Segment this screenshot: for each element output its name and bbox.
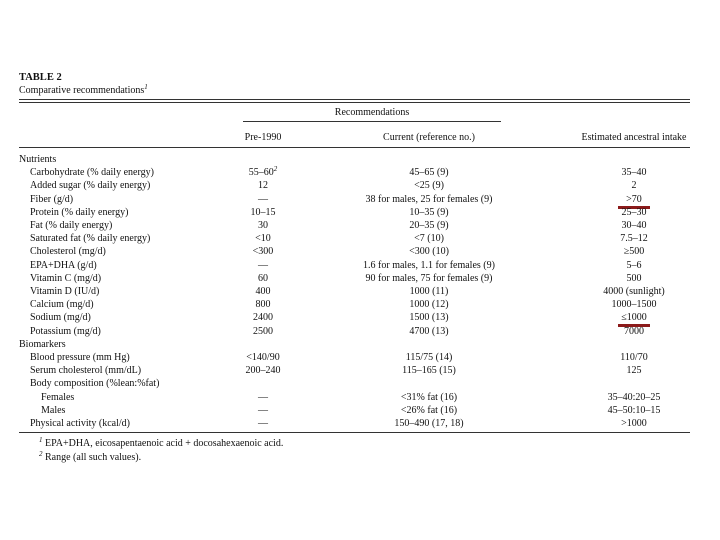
cell-current: 1000 (12) [409, 299, 449, 311]
cell-ancestral: 125 [626, 365, 642, 377]
top-rule-1 [19, 99, 690, 100]
cell-current: <25 (9) [414, 180, 444, 192]
row-label: Serum cholesterol (mm/dL) [30, 365, 142, 377]
cell-current: 4700 (13) [409, 325, 449, 337]
row-label: Added sugar (% daily energy) [30, 180, 151, 192]
column-header-ancestral: Estimated ancestral intake [581, 132, 687, 143]
cell-ancestral: 5–6 [626, 259, 642, 271]
row-label: EPA+DHA (g/d) [30, 259, 97, 271]
row-label: Vitamin D (IU/d) [30, 286, 100, 297]
cell-pre-1990: — [258, 404, 268, 416]
row-label: Fat (% daily energy) [30, 220, 113, 231]
row-label: Females [41, 391, 75, 403]
footnote [39, 438, 283, 450]
header-bottom-rule [19, 147, 690, 148]
table-bottom-rule [19, 432, 690, 433]
footnote [39, 452, 141, 464]
cell-pre-1990: 60 [258, 272, 268, 284]
row-label: Cholesterol (mg/d) [30, 246, 106, 258]
caption-footnote-mark: 1 [144, 83, 148, 91]
cell-pre-1990: — [258, 418, 268, 429]
cell-current: <7 (10) [414, 233, 444, 245]
cell-ancestral: 7000 [624, 325, 644, 337]
cell-ancestral: 2 [631, 180, 637, 192]
row-label: Fiber (g/d) [30, 193, 74, 205]
cell-ancestral: 4000 (sunlight) [603, 286, 665, 297]
cell-pre-1990: 2400 [253, 312, 273, 324]
cell-pre-1990: 10–15 [250, 206, 276, 218]
cell-current: 115/75 (14) [405, 352, 453, 363]
footnote-mark: 2 [273, 165, 278, 174]
cell-ancestral: ≥500 [623, 246, 645, 258]
cell-current: <300 (10) [409, 246, 449, 258]
row-label: Sodium (mg/d) [30, 312, 91, 324]
group-header-recommendations: Recommendations [334, 107, 410, 118]
cell-ancestral: 25–30 [621, 206, 647, 218]
cell-current: 1.6 for males, 1.1 for females (9) [363, 259, 495, 271]
row-label: Carbohydrate (% daily energy) [30, 167, 154, 179]
group-header-rule [243, 121, 501, 122]
cell-ancestral: >70 [626, 193, 642, 205]
top-rule-2 [19, 102, 690, 103]
cell-ancestral: 110/70 [620, 352, 648, 363]
cell-ancestral: 7.5–12 [620, 233, 648, 245]
cell-pre-1990: <300 [252, 246, 274, 258]
cell-current: 38 for males, 25 for females (9) [365, 193, 493, 205]
row-label: Potassium (mg/d) [30, 325, 101, 337]
cell-pre-1990: 800 [255, 299, 271, 311]
cell-current: 115–165 (15) [402, 365, 456, 377]
cell-current: 20–35 (9) [409, 220, 449, 231]
cell-pre-1990: $55-60^2$ [248, 165, 278, 179]
cell-pre-1990: — [258, 193, 268, 205]
cell-pre-1990: 12 [258, 180, 268, 192]
column-header-pre-1990: Pre-1990 [244, 132, 282, 143]
column-header-current: Current (reference no.) [383, 132, 475, 143]
cell-current: <31% fat (16) [400, 391, 458, 403]
row-label: Males [41, 404, 66, 416]
cell-pre-1990: — [258, 391, 268, 403]
row-label: Calcium (mg/d) [30, 299, 94, 311]
caption-text: Comparative recommendations [19, 85, 145, 96]
footnote-text: Range (all such values). [42, 452, 142, 463]
footnote-mark: 2 [39, 450, 43, 458]
section-heading: Nutrients [19, 154, 57, 165]
cell-ancestral: 30–40 [621, 220, 647, 231]
cell-ancestral: 1000–1500 [611, 299, 657, 311]
cell-pre-1990: 30 [258, 220, 268, 231]
cell-current: 1000 (11) [409, 286, 449, 297]
row-label: Protein (% daily energy) [30, 206, 129, 218]
row-label: Vitamin C (mg/d) [30, 272, 102, 284]
row-label: Physical activity (kcal/d) [30, 418, 130, 429]
cell-pre-1990: 2500 [253, 325, 273, 337]
cell-pre-1990: 200–240 [245, 365, 281, 377]
cell-current: 45–65 (9) [409, 167, 449, 179]
table-label: TABLE 2 [19, 72, 62, 83]
cell-ancestral: ≤1000 [621, 312, 647, 324]
cell-current: 1500 (13) [409, 312, 449, 324]
footnote-mark: 1 [39, 436, 43, 444]
cell-pre-1990: <10 [255, 233, 271, 245]
footnote-text: EPA+DHA, eicosapentaenoic acid + docosahexaenoic acid. [42, 438, 284, 449]
cell-ancestral: 45–50:10–15 [607, 404, 661, 416]
cell-current: 150–490 (17, 18) [394, 418, 464, 429]
row-label: Body composition (%lean:%fat) [30, 378, 160, 390]
row-label: Saturated fat (% daily energy) [30, 233, 151, 245]
cell-ancestral: >1000 [621, 418, 647, 429]
cell-current: 10–35 (9) [409, 206, 449, 218]
row-label: Blood pressure (mm Hg) [30, 352, 130, 363]
cell-current: 90 for males, 75 for females (9) [365, 272, 493, 284]
cell-pre-1990: 400 [255, 286, 271, 297]
section-heading: Biomarkers [19, 338, 66, 350]
cell-pre-1990: — [258, 259, 268, 271]
table-caption [19, 85, 148, 97]
cell-current: <26% fat (16) [400, 404, 458, 416]
cell-ancestral: 35–40 [621, 167, 647, 179]
cell-pre-1990: <140/90 [246, 352, 280, 363]
cell-ancestral: 500 [626, 272, 642, 284]
cell-ancestral: 35–40:20–25 [607, 391, 661, 403]
